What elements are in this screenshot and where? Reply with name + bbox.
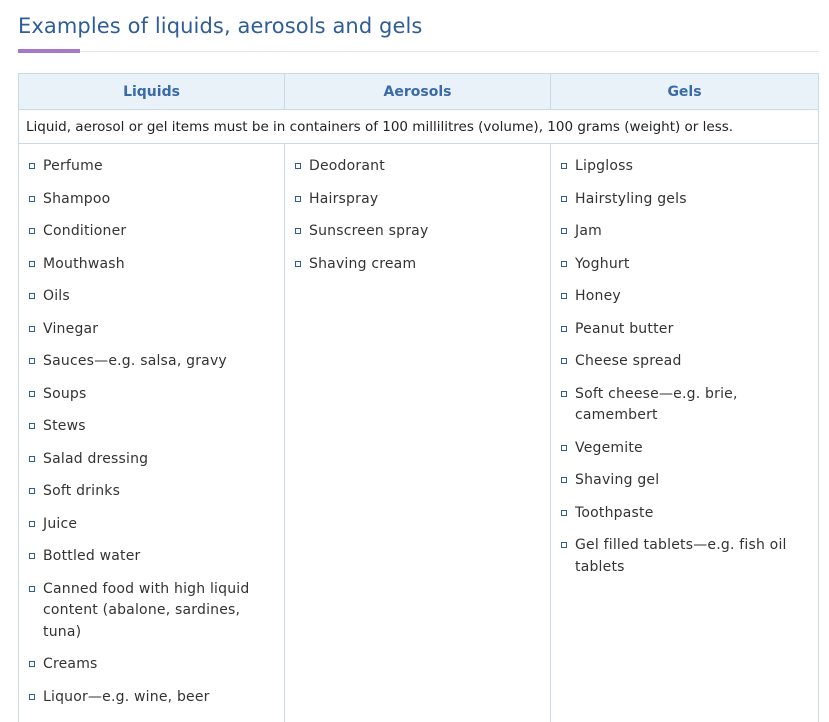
- list-item-label: Juice: [43, 515, 78, 532]
- list-item-label: Bottled water: [43, 548, 141, 564]
- square-bullet-icon: [561, 391, 567, 397]
- gels-column: [551, 144, 819, 722]
- list-item: [29, 546, 274, 568]
- list-item: [29, 384, 274, 406]
- page-header: [18, 10, 819, 52]
- list-item-label: Hairstyling gels: [575, 190, 687, 207]
- square-bullet-icon: [295, 261, 301, 267]
- square-bullet-icon: [29, 163, 35, 169]
- square-bullet-icon: [561, 261, 567, 267]
- liquids-column: [19, 144, 285, 722]
- list-item: [561, 438, 808, 460]
- title-accent-bar: [18, 49, 80, 53]
- square-bullet-icon: [29, 391, 35, 397]
- list-item-label: Jam: [575, 223, 602, 239]
- list-item-label: Conditioner: [43, 223, 127, 239]
- list-item-label: Peanut butter: [575, 320, 674, 337]
- list-item-label: Deodorant: [309, 158, 385, 174]
- square-bullet-icon: [295, 163, 301, 169]
- square-bullet-icon: [29, 521, 35, 527]
- list-item: [561, 351, 808, 373]
- list-item-label: Soft cheese—e.g. brie, camembert: [575, 385, 738, 423]
- list-item-label: Sauces—e.g. salsa, gravy: [43, 353, 227, 369]
- list-item-label: Creams: [43, 656, 98, 672]
- square-bullet-icon: [29, 423, 35, 429]
- square-bullet-icon: [29, 661, 35, 667]
- square-bullet-icon: [29, 293, 35, 299]
- square-bullet-icon: [29, 326, 35, 332]
- list-item: [295, 189, 540, 211]
- list-item: [29, 687, 274, 709]
- list-item-label: Sunscreen spray: [309, 223, 429, 239]
- list-item-label: Vinegar: [43, 320, 99, 337]
- page-title: Examples of liquids, aerosols and gels: [18, 14, 423, 38]
- gels-list: [561, 156, 808, 578]
- list-item-label: Stews: [43, 418, 86, 434]
- square-bullet-icon: [29, 261, 35, 267]
- liquids-list: [29, 156, 274, 708]
- list-item: [295, 254, 540, 276]
- list-item-label: Shaving gel: [575, 472, 660, 488]
- list-item-label: Shaving cream: [309, 255, 417, 272]
- square-bullet-icon: [561, 358, 567, 364]
- square-bullet-icon: [29, 488, 35, 494]
- list-item: [29, 221, 274, 243]
- list-item-label: Shampoo: [43, 190, 111, 207]
- list-item: [29, 481, 274, 503]
- list-item-label: Toothpaste: [575, 504, 654, 521]
- list-item: [29, 351, 274, 373]
- list-item: [295, 156, 540, 178]
- list-item-label: Salad dressing: [43, 450, 149, 467]
- list-item-label: Cheese spread: [575, 353, 682, 369]
- list-item-label: Soft drinks: [43, 483, 121, 499]
- list-item-label: Perfume: [43, 158, 103, 174]
- header-gels: Gels: [551, 74, 819, 110]
- list-item-label: Liquor—e.g. wine, beer: [43, 688, 210, 705]
- list-item: [561, 221, 808, 243]
- list-item: [29, 254, 274, 276]
- list-item: [561, 286, 808, 308]
- header-liquids: Liquids: [19, 74, 285, 110]
- square-bullet-icon: [29, 694, 35, 700]
- container-limit-note: Liquid, aerosol or gel items must be in containers of 100 millilitres (volume), 100 grams (weight) or less.: [19, 110, 819, 144]
- aerosols-list: [295, 156, 540, 275]
- square-bullet-icon: [561, 196, 567, 202]
- list-item: [29, 654, 274, 676]
- list-item: [29, 449, 274, 471]
- list-item: [561, 503, 808, 525]
- table-header-row: [19, 74, 819, 110]
- list-item: [561, 384, 808, 427]
- list-item-label: Gel filled tablets—e.g. fish oil tablets: [575, 537, 787, 575]
- square-bullet-icon: [29, 196, 35, 202]
- list-item: [29, 319, 274, 341]
- square-bullet-icon: [29, 358, 35, 364]
- list-item-label: Soups: [43, 385, 87, 402]
- list-item: [295, 221, 540, 243]
- square-bullet-icon: [561, 445, 567, 451]
- list-item: [29, 189, 274, 211]
- square-bullet-icon: [295, 228, 301, 234]
- square-bullet-icon: [29, 456, 35, 462]
- list-item-label: Vegemite: [575, 439, 643, 456]
- square-bullet-icon: [561, 293, 567, 299]
- list-item: [29, 579, 274, 644]
- list-item: [561, 319, 808, 341]
- list-item-label: Hairspray: [309, 190, 379, 207]
- list-item: [29, 156, 274, 178]
- list-item: [29, 416, 274, 438]
- note-row: [19, 110, 819, 144]
- list-item: [29, 514, 274, 536]
- list-item: [561, 189, 808, 211]
- list-item-label: Lipgloss: [575, 158, 634, 174]
- list-item-label: Honey: [575, 288, 621, 304]
- square-bullet-icon: [561, 326, 567, 332]
- square-bullet-icon: [29, 586, 35, 592]
- list-item: [561, 254, 808, 276]
- list-item-label: Mouthwash: [43, 255, 125, 272]
- examples-table: [18, 73, 819, 722]
- list-item: [561, 535, 808, 578]
- square-bullet-icon: [561, 163, 567, 169]
- square-bullet-icon: [29, 228, 35, 234]
- square-bullet-icon: [561, 477, 567, 483]
- list-item-label: Canned food with high liquid content (abalone, sardines, tuna): [43, 580, 250, 640]
- square-bullet-icon: [29, 553, 35, 559]
- header-aerosols: Aerosols: [285, 74, 551, 110]
- square-bullet-icon: [561, 542, 567, 548]
- list-item: [561, 156, 808, 178]
- list-item: [561, 470, 808, 492]
- aerosols-column: [285, 144, 551, 722]
- square-bullet-icon: [295, 196, 301, 202]
- square-bullet-icon: [561, 228, 567, 234]
- list-item-label: Oils: [43, 288, 70, 304]
- list-item-label: Yoghurt: [575, 255, 630, 272]
- list-item: [29, 286, 274, 308]
- items-row: [19, 144, 819, 722]
- square-bullet-icon: [561, 510, 567, 516]
